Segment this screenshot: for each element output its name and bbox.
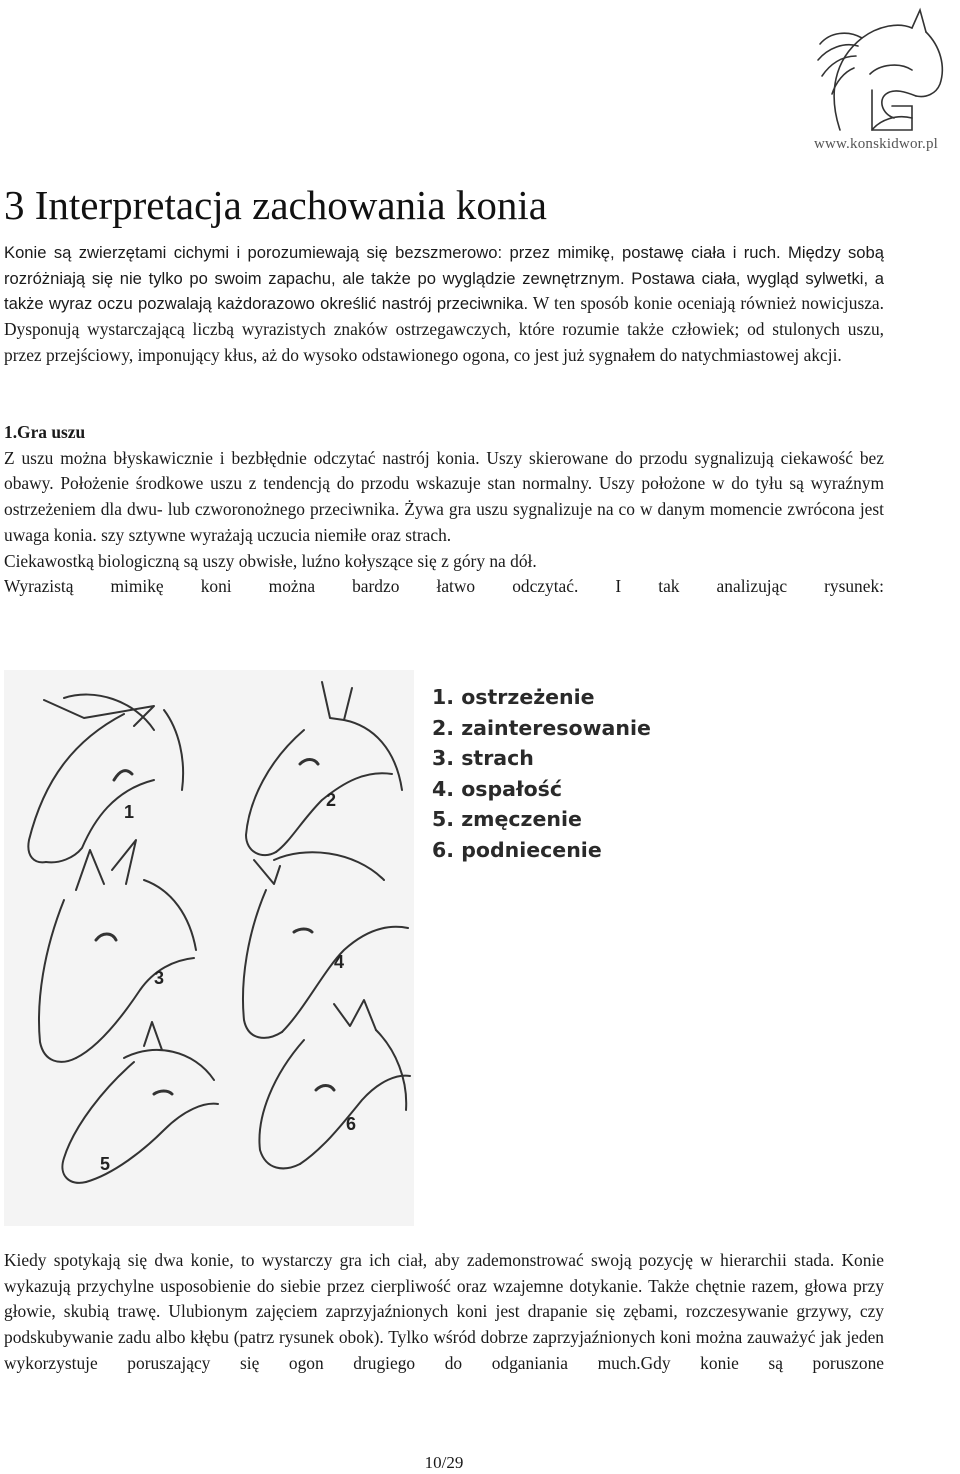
figure-number: 6 bbox=[346, 1114, 357, 1134]
intro-text-b: Dysponują wystarczającą liczbą wyrazistych znaków ostrzegawczych, które rozumie także człowiek; od stulonych uszu, przez przejściowy, imponujący kłus, aż do wysoko odstawionego ogona, co jest już sygnałem do natychmiastowej akcji. bbox=[4, 319, 884, 365]
section-paragraph: Z uszu można błyskawicznie i bezbłędnie odczytać nastrój konia. Uszy skierowane do przodu sygnalizują ciekawość bez obawy. Położenie środkowe uszu z tendencją do przodu wskazuje stan normalny. Uszy położone w do tyłu są wyraźnym ostrzeżeniem dla dwu- lub czworonożnego przeciwnika. Żywa gra uszu sygnalizuje na co w danym momencie zwrócona jest uwaga konia. szy sztywne wyrażają uczucia niemiłe oraz strach. bbox=[4, 447, 884, 545]
section-ears bbox=[4, 420, 884, 600]
bottom-paragraph-text: Kiedy spotykają się dwa konie, to wystarczy gra ich ciał, aby zademonstrować swoją pozycję w hierarchii stada. Konie wykazują przychylne usposobienie do siebie przez cierpliwość oraz wzajemne dotykanie. Także chętnie razem, głowa przy głowie, skubią trawę. Ulubionym zajęciem zaprzyjaźnionych koni jest drapanie się zębami, rozczesywanie grzywy, czy podskubywanie zadu albo kłębu (patrz rysunek obok). Tylko wśród dobrze zaprzyjaźnionych koni można zauważyć jak jeden wykorzystuje poruszający się ogon drugiego do odganiania much.Gdy konie są poruszone bbox=[4, 1250, 884, 1373]
curiosity-paragraph: Ciekawostką biologiczną są uszy obwisłe, luźno kołyszące się z góry na dół. bbox=[4, 550, 537, 571]
intro-text-a: Konie są zwierzętami cichymi i porozumiewają się bezszmerowo: przez mimikę, postawę ciała i ruch. Między sobą rozróżniają się nie tylko po swoim zapachu, ale także po wyglądzie zewnętrznym. Postawa ciała, wygląd sylwetki, a także wyraz oczu pozwalają każdorazowo określić nastrój przeciwnika. bbox=[4, 243, 884, 314]
legend-item: 1. ostrzeżenie bbox=[432, 685, 595, 709]
horse-heads-drawing bbox=[4, 670, 414, 1226]
page-title: 3 Interpretacja zachowania konia bbox=[4, 182, 547, 228]
intro-paragraph bbox=[4, 240, 884, 369]
mimic-paragraph: Wyrazistą mimikę koni można bardzo łatwo odczytać. I tak analizując rysunek: bbox=[4, 576, 884, 597]
intro-text-serif: W ten sposób konie oceniają również nowicjusza. bbox=[528, 293, 884, 314]
legend-item: 2. zainteresowanie bbox=[432, 715, 651, 740]
site-logo bbox=[800, 2, 952, 160]
bottom-paragraph bbox=[4, 1248, 884, 1377]
page-number: 10/29 bbox=[424, 1453, 464, 1472]
figure-legend bbox=[432, 682, 651, 865]
logo-url: www.konskidwor.pl bbox=[813, 136, 939, 152]
legend-item: 3. strach bbox=[432, 746, 534, 770]
horse-logo-icon bbox=[800, 2, 952, 136]
section-heading: 1.Gra uszu bbox=[4, 422, 86, 442]
legend-item: 4. ospałość bbox=[432, 776, 563, 801]
page-footer bbox=[0, 1453, 960, 1473]
figure-number: 2 bbox=[326, 790, 337, 810]
figure-number: 1 bbox=[124, 802, 135, 822]
legend-item: 6. podniecenie bbox=[432, 837, 602, 862]
figure-number: 5 bbox=[100, 1154, 111, 1174]
figure-number: 3 bbox=[154, 968, 165, 988]
figure-number: 4 bbox=[334, 952, 345, 972]
legend-item: 5. zmęczenie bbox=[432, 807, 582, 831]
horse-heads-figure bbox=[4, 670, 651, 1226]
